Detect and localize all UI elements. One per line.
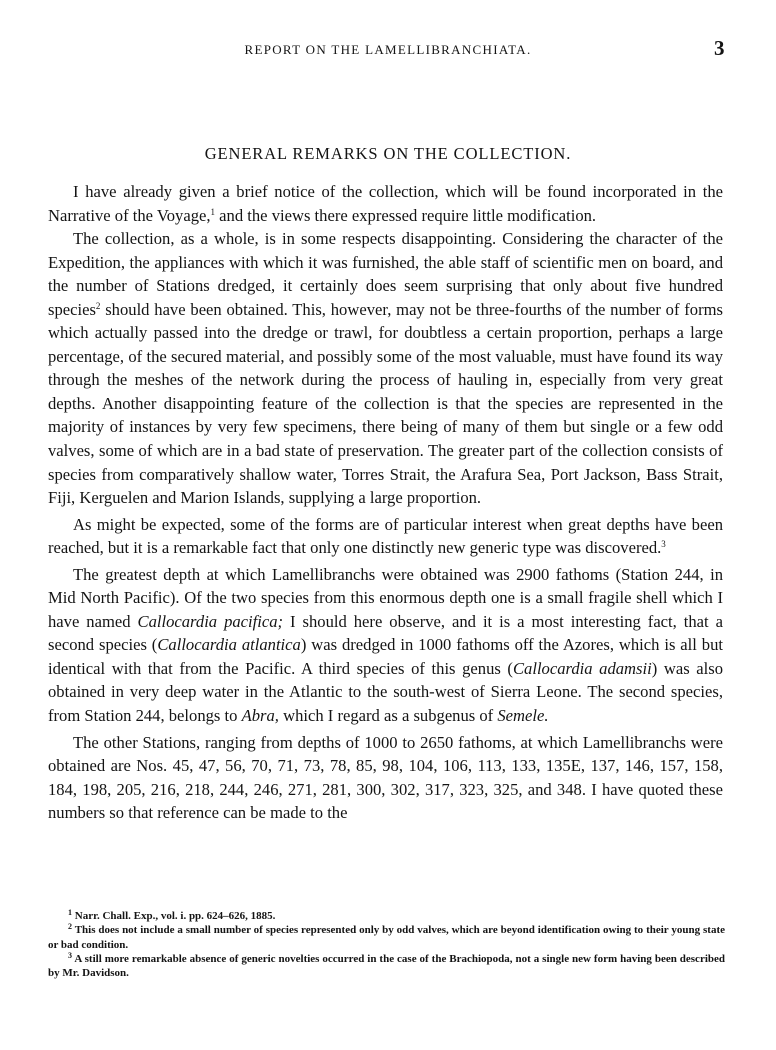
footnote-mark: 3 [68, 950, 72, 960]
running-head: REPORT ON THE LAMELLIBRANCHIATA. [244, 42, 532, 57]
paragraph-text: The other Stations, ranging from depths of 1000 to 2650 fathoms, at which Lamellibranchs were obtained are Nos. 45, 47, 56, 70, 71, 73, 78, 85, 98, 104, 106, 113, 133, 135E, 137, 146, 157, 158, 184, 198, 205, 216, 218, 244, 246, 271, 281, 300, 302, 317, 323, 325, and 348. I have quoted these numbers so that reference can be made to the [48, 732, 723, 823]
paragraph-1 [48, 180, 723, 227]
paragraph-text: ) was also obtained in very deep water in the Atlantic to the south-west of Sierra Leone. The second species, from Station 244, belongs to [48, 658, 723, 726]
footnote-text: This does not include a small number of species represented only by odd valves, which are beyond identification owing to their young state or bad condition. [48, 924, 725, 951]
paragraph-4 [48, 563, 723, 728]
section-title: GENERAL REMARKS ON THE COLLECTION. [204, 144, 572, 163]
footnote-3 [48, 952, 725, 981]
paragraph-text: The greatest depth at which Lamellibranchs were obtained was 2900 fathoms (Station 244, in Mid North Pacific). Of the two species from this enormous depth one is a small fragile shell which I have named [48, 564, 723, 631]
footnote-text: Narr. Chall. Exp., vol. i. pp. 624–626, 1885. [74, 910, 276, 922]
footnote-mark: 1 [68, 908, 72, 917]
species-name: Callocardia pacifica; [137, 611, 284, 631]
paragraph-text: I should here observe, and it is a most interesting fact, that a second species ( [48, 611, 723, 655]
paragraph-text: As might be expected, some of the forms are of particular interest when great depths have been reached, but it is a remarkable fact that only one distinctly new generic type was discovered. [48, 514, 723, 558]
footnotes [48, 909, 725, 980]
paragraph-text: ) was dredged in 1000 fathoms off the Azores, which is all but identical with that from the Pacific. A third species of this genus ( [48, 635, 724, 678]
body-text [48, 180, 723, 825]
footnote-ref-2: 2 [95, 300, 101, 311]
footnote-text: A still more remarkable absence of generic novelties occurred in the case of the Brachiopoda, not a single new form having been described by Mr. Davidson. [48, 952, 725, 980]
footnote-ref-3: 3 [661, 539, 666, 550]
footnote-2 [48, 923, 725, 952]
paragraph-5 [48, 731, 723, 825]
paragraph-text: The collection, as a whole, is in some respects disappointing. Considering the character of the Expedition, the appliances with which it was furnished, the able staff of scientific men on board, and the number of Stations dredged, it certainly does seem surprising that only about five hundred species [48, 229, 723, 319]
footnote-mark: 2 [68, 922, 72, 932]
genus-name: Semele. [497, 706, 549, 726]
paragraph-text: should have been obtained. This, however, may not be three-fourths of the number of forms which actually passed into the dredge or trawl, for doubtless a certain proportion, perhaps a large percentage, of the secured material, and possibly some of the most valuable, must have found its way through the meshes of the network during the process of hauling in, especially from very great depths. Another disappointing feature of the collection is that the species are represented in the majority of instances by very few specimens, there being of many of them but single or a few odd valves, some of which are in a bad state of preservation. The greater part of the collection consists of species from comparatively shallow water, Torres Strait, the Arafura Sea, Port Jackson, Bass Strait, Fiji, Kerguelen and Marion Islands, supplying a large proportion. [48, 299, 723, 508]
paragraph-text: and the views there expressed require little modification. [215, 205, 597, 225]
paragraph-text: I have already given a brief notice of the collection, which will be found incorporated in the Narrative of the Voyage, [48, 182, 723, 225]
paragraph-2 [48, 227, 723, 510]
footnote-1 [48, 909, 725, 923]
page-number: 3 [714, 36, 725, 60]
species-name: Callocardia atlantica [157, 635, 301, 655]
species-name: Callocardia adamsii [512, 658, 652, 678]
paragraph-3 [48, 513, 723, 560]
footnote-ref-1: 1 [210, 206, 216, 217]
paragraph-text: which I regard as a subgenus of [278, 706, 498, 726]
genus-name: Abra, [241, 706, 279, 726]
